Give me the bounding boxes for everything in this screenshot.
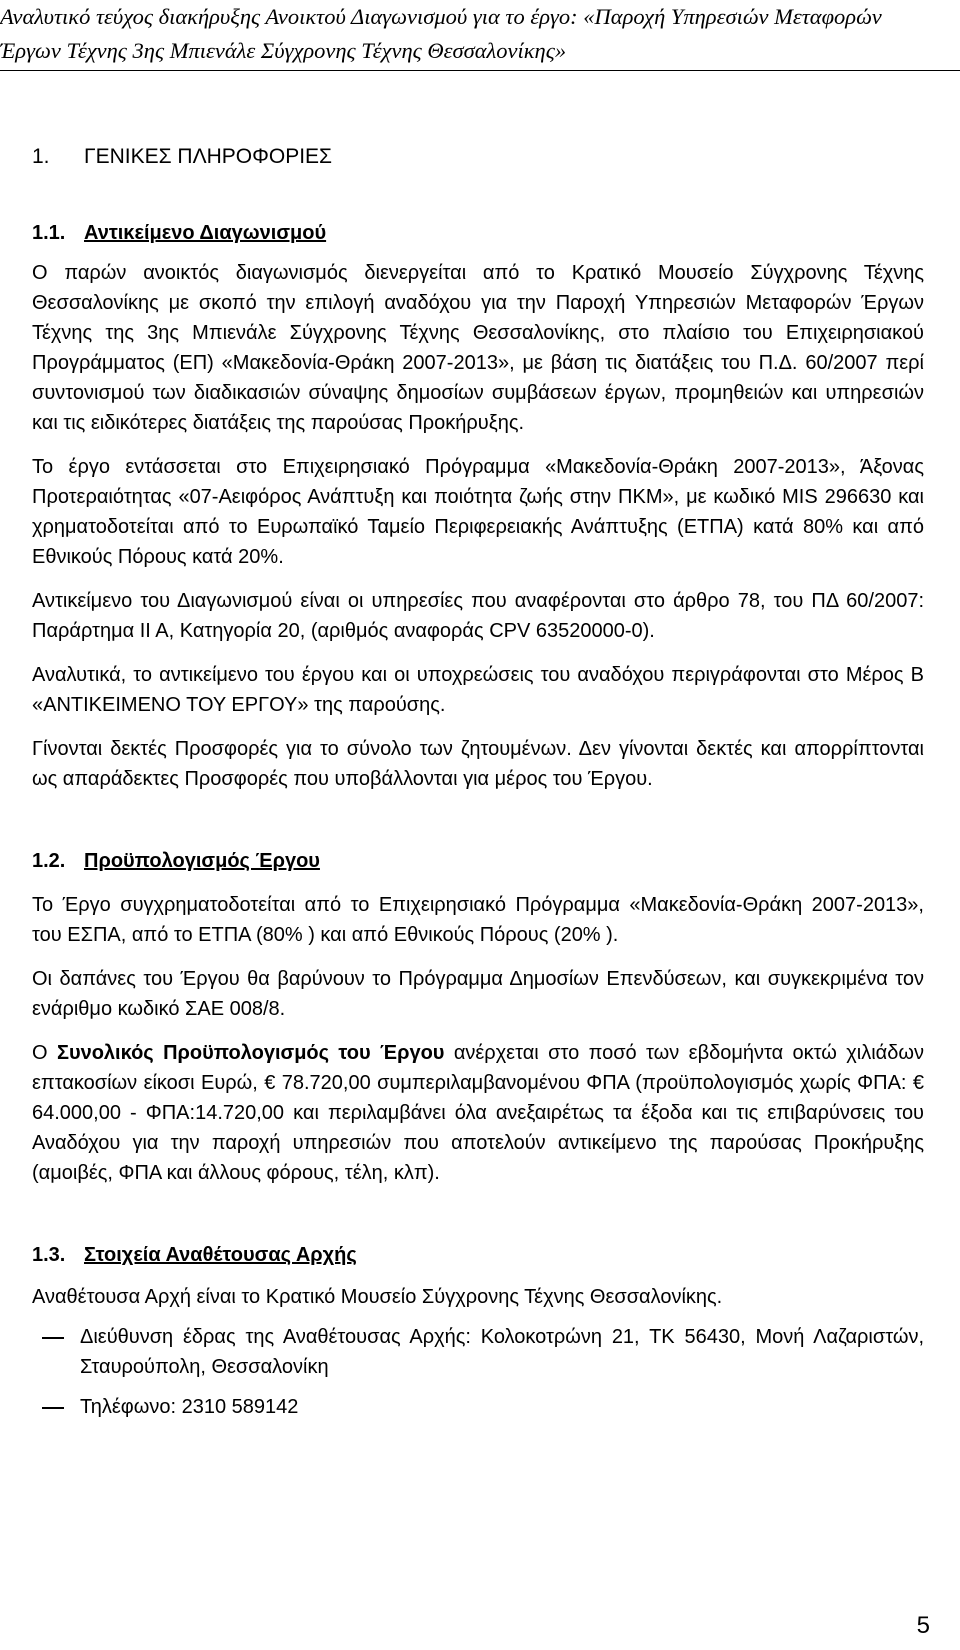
list-item bbox=[32, 1322, 924, 1382]
section-1-3-number: 1.3. bbox=[32, 1244, 66, 1266]
s12-p3-bold: Συνολικός Προϋπολογισμός του Έργου bbox=[56, 1042, 445, 1064]
running-header-line-2: Έργων Τέχνης 3ης Μπιενάλε Σύγχρονης Τέχνης Θεσσαλονίκης» bbox=[0, 38, 567, 63]
running-header-line-1: Αναλυτικό τεύχος διακήρυξης Ανοικτού Διαγωνισμού για το έργο: «Παροχή Υπηρεσιών Μεταφορών bbox=[0, 4, 882, 29]
s12-p3-lead: Ο bbox=[32, 1042, 57, 1064]
s11-paragraph-1: Ο παρών ανοικτός διαγωνισμός διενεργείται από το Κρατικό Μουσείο Σύγχρονης Τέχνης Θεσσαλονίκης με σκοπό την επιλογή αναδόχου για την Παροχή Υπηρεσιών Μεταφορών Έργων Τέχνης της 3ης Μπιενάλε Σύγχρονης Τέχνης Θεσσαλονίκης, στο πλαίσιο του Επιχειρησιακού Προγράμματος (ΕΠ) «Μακεδονία-Θράκη 2007-2013», με βάση τις διατάξεις του Π.Δ. 60/2007 περί συντονισμού των διαδικασιών σύναψης δημοσίων συμβάσεων έργων, προμηθειών και υπηρεσιών και τις ειδικότερες διατάξεις της παρούσας Προκήρυξης. bbox=[32, 262, 924, 434]
section-1-3-title: Στοιχεία Αναθέτουσας Αρχής bbox=[84, 1244, 357, 1266]
section-1-heading bbox=[32, 142, 924, 172]
address-text: Διεύθυνση έδρας της Αναθέτουσας Αρχής: Κολοκοτρώνη 21, ΤΚ 56430, Μονή Λαζαριστών, Σταυρούπολη, Θεσσαλονίκη bbox=[80, 1326, 924, 1378]
section-1-1-heading bbox=[32, 218, 924, 248]
contact-list bbox=[32, 1322, 924, 1422]
page-number: 5 bbox=[916, 1612, 930, 1639]
section-1-1-title: Αντικείμενο Διαγωνισμού bbox=[84, 222, 327, 244]
s13-paragraph-1: Αναθέτουσα Αρχή είναι το Κρατικό Μουσείο Σύγχρονης Τέχνης Θεσσαλονίκης. bbox=[32, 1286, 723, 1308]
section-1-2-number: 1.2. bbox=[32, 850, 66, 872]
s11-paragraph-3: Αντικείμενο του Διαγωνισμού είναι οι υπηρεσίες που αναφέρονται στο άρθρο 78, του ΠΔ 60/2007: Παράρτημα ΙΙ Α, Κατηγορία 20, (αριθμός αναφοράς CPV 63520000-0). bbox=[32, 590, 924, 642]
s11-paragraph-4: Αναλυτικά, το αντικείμενο του έργου και οι υποχρεώσεις του αναδόχου περιγράφονται στο Μέρος Β «ΑΝΤΙΚΕΙΜΕΝΟ ΤΟΥ ΕΡΓΟΥ» της παρούσης. bbox=[32, 664, 924, 716]
section-1-number: 1. bbox=[32, 145, 50, 168]
s12-p3-rest: ανέρχεται στο ποσό των εβδομήντα οκτώ χιλιάδων επτακοσίων είκοσι Ευρώ, € 78.720,00 συμπεριλαμβανομένου ΦΠΑ (προϋπολογισμός χωρίς ΦΠΑ: € 64.000,00 - ΦΠΑ:14.720,00 και περιλαμβάνει όλα ανεξαιρέτως τα έξοδα και τις επιβαρύνσεις του Αναδόχου για την παροχή υπηρεσιών που αποτελούν αντικείμενο της παρούσας Προκήρυξης (αμοιβές, ΦΠΑ και άλλους φόρους, τέλη, κλπ). bbox=[32, 1042, 924, 1184]
s12-paragraph-1: Το Έργο συγχρηματοδοτείται από το Επιχειρησιακό Πρόγραμμα «Μακεδονία-Θράκη 2007-2013», του ΕΣΠΑ, από το ΕΤΠΑ (80% ) και από Εθνικούς Πόρους (20% ). bbox=[32, 894, 924, 946]
section-1-3-heading bbox=[32, 1240, 924, 1270]
document-body bbox=[32, 142, 924, 1432]
section-1-1-number: 1.1. bbox=[32, 222, 66, 244]
s11-paragraph-5: Γίνονται δεκτές Προσφορές για το σύνολο των ζητουμένων. Δεν γίνονται δεκτές και απορρίπτονται ως απαράδεκτες Προσφορές που υποβάλλονται για μέρος του Έργου. bbox=[32, 738, 924, 790]
list-item bbox=[32, 1392, 924, 1422]
s12-paragraph-3 bbox=[32, 1038, 924, 1188]
running-header bbox=[0, 0, 960, 71]
section-1-title: ΓΕΝΙΚΕΣ ΠΛΗΡΟΦΟΡΙΕΣ bbox=[84, 145, 333, 168]
s11-paragraph-2: Το έργο εντάσσεται στο Επιχειρησιακό Πρόγραμμα «Μακεδονία-Θράκη 2007-2013», Άξονας Προτεραιότητας «07-Αειφόρος Ανάπτυξη και ποιότητα ζωής στην ΠΚΜ», με κωδικό MIS 296630 και χρηματοδοτείται από το Ευρωπαϊκό Ταμείο Περιφερειακής Ανάπτυξης (ΕΤΠΑ) κατά 80% και από Εθνικούς Πόρους κατά 20%. bbox=[32, 456, 924, 568]
dash-bullet-icon bbox=[32, 1322, 80, 1382]
section-1-2-title: Προϋπολογισμός Έργου bbox=[84, 850, 320, 872]
s12-paragraph-2: Οι δαπάνες του Έργου θα βαρύνουν το Πρόγραμμα Δημοσίων Επενδύσεων, και συγκεκριμένα τον ενάριθμο κωδικό ΣΑΕ 008/8. bbox=[32, 968, 924, 1020]
phone-text: Τηλέφωνο: 2310 589142 bbox=[80, 1396, 299, 1418]
dash-bullet-icon bbox=[32, 1392, 80, 1422]
section-1-2-heading bbox=[32, 846, 924, 876]
